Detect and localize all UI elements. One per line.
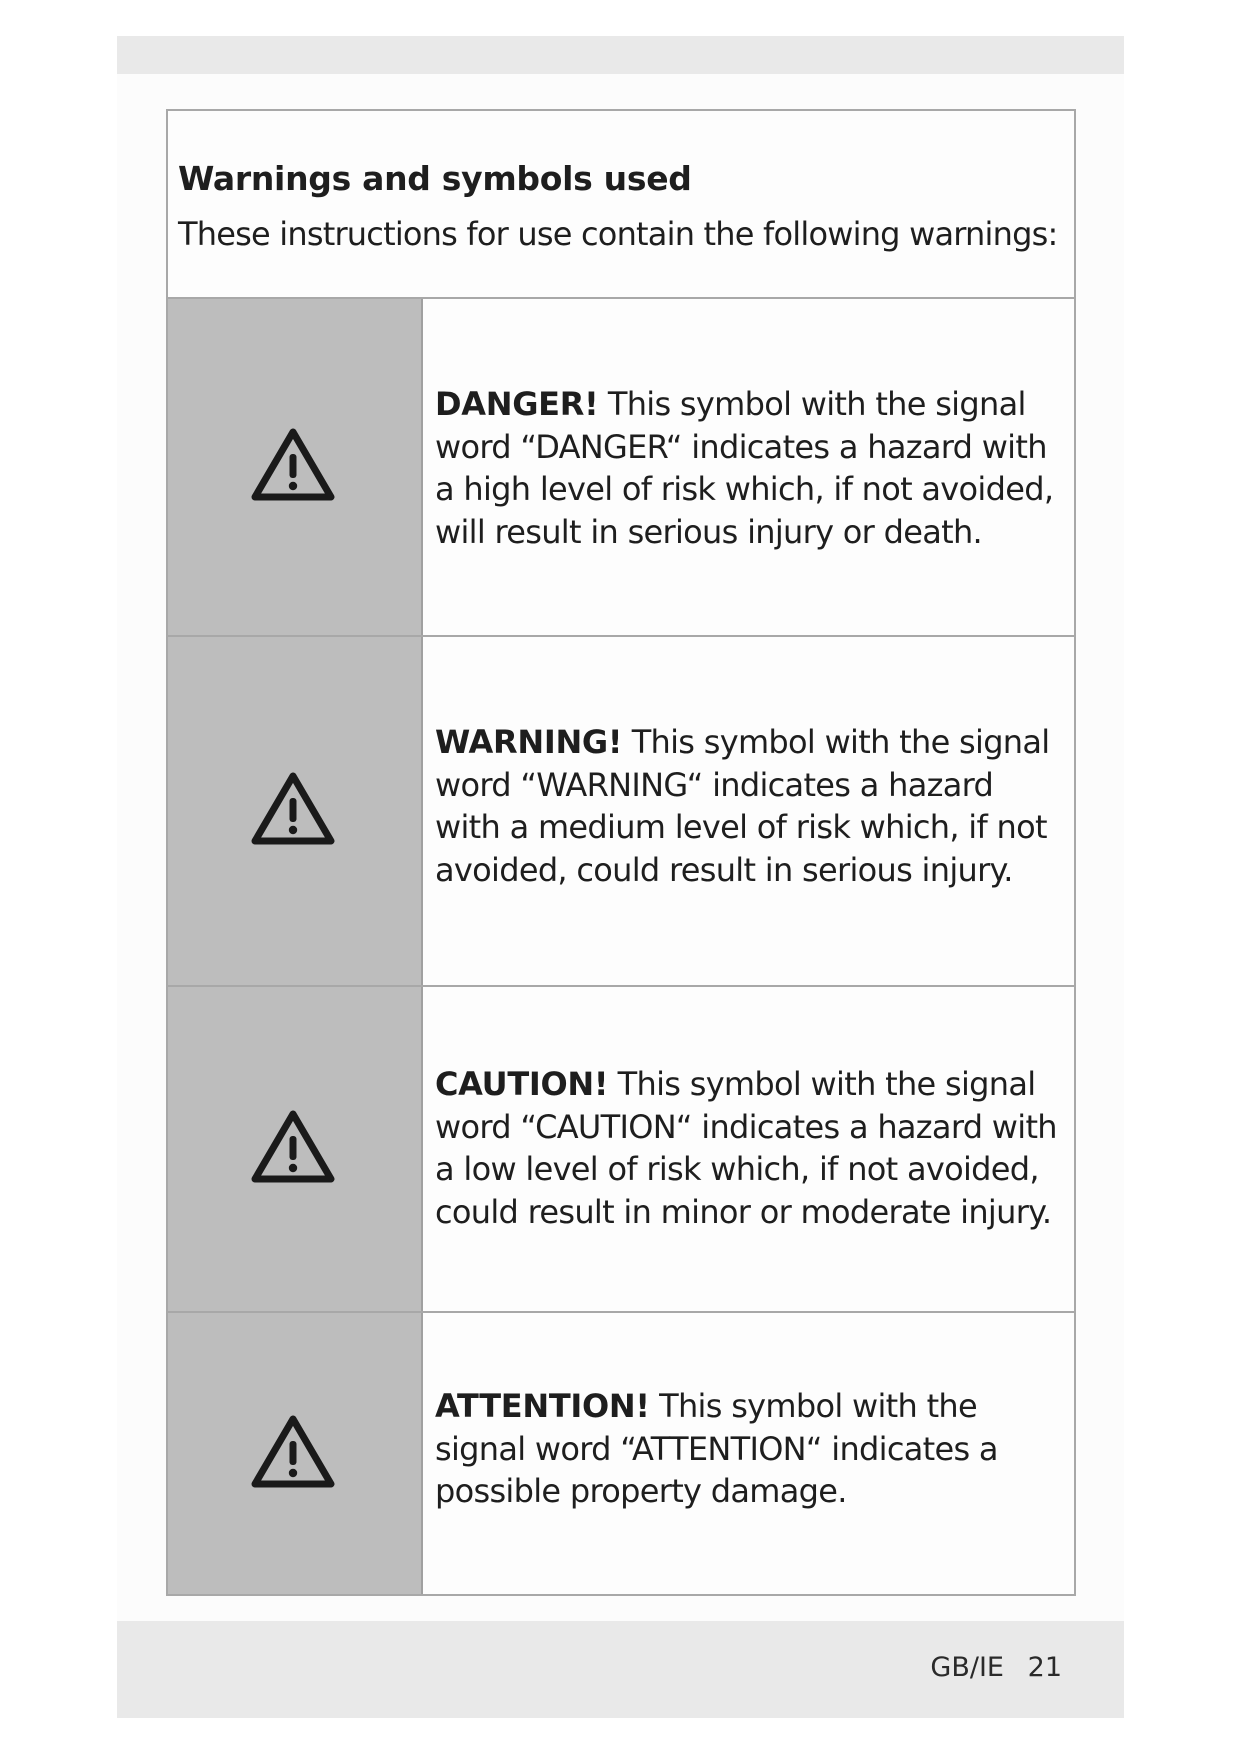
text-cell <box>435 637 1065 985</box>
text-cell <box>435 299 1065 635</box>
signal-word: ATTENTION! <box>435 1387 650 1425</box>
warning-description <box>435 1063 1065 1233</box>
text-cell <box>435 987 1065 1311</box>
section-title: Warnings and symbols used <box>178 159 692 198</box>
signal-word: CAUTION! <box>435 1065 609 1103</box>
icon-cell <box>168 987 423 1311</box>
table-intro-row <box>168 111 1074 299</box>
warning-description <box>435 383 1065 553</box>
warning-text: This symbol with the signal word “WARNING“ indicates a hazard with a medium level of risk which, if not avoided, could result in serious injury. <box>435 723 1050 889</box>
page-number: 21 <box>1027 1652 1062 1683</box>
warning-text: This symbol with the signal word “CAUTION“ indicates a hazard with a low level of risk which, if not avoided, could result in minor or moderate injury. <box>435 1065 1057 1231</box>
signal-word: WARNING! <box>435 723 623 761</box>
warning-text: This symbol with the signal word “DANGER“ indicates a hazard with a high level of risk which, if not avoided, will result in serious injury or death. <box>435 385 1054 551</box>
warning-triangle-icon <box>250 771 336 847</box>
icon-cell <box>168 1313 423 1594</box>
footer-band <box>117 1621 1124 1718</box>
warning-row-danger <box>168 299 1074 637</box>
signal-word: DANGER! <box>435 385 599 423</box>
section-intro: These instructions for use contain the following warnings: <box>178 215 1058 253</box>
warning-triangle-icon <box>250 1414 336 1490</box>
warning-row-attention <box>168 1313 1074 1594</box>
warning-description <box>435 1385 1065 1513</box>
warning-row-caution <box>168 987 1074 1313</box>
warning-triangle-icon <box>250 1109 336 1185</box>
warning-triangle-icon <box>250 427 336 503</box>
warning-text: This symbol with the signal word “ATTENTION“ indicates a possible property damage. <box>435 1387 998 1510</box>
icon-cell <box>168 299 423 635</box>
icon-cell <box>168 637 423 985</box>
warnings-table <box>166 109 1076 1596</box>
footer-language-label: GB/IE <box>930 1652 1004 1683</box>
top-band <box>117 36 1124 74</box>
warning-row-warning <box>168 637 1074 987</box>
text-cell <box>435 1313 1065 1594</box>
warning-description <box>435 721 1065 891</box>
